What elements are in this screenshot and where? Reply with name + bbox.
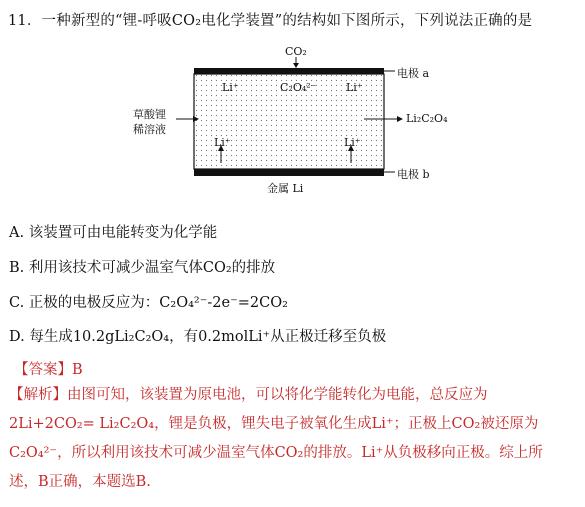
- li-ion-bottom-left: Li⁺: [214, 136, 231, 149]
- li-ion-bottom-right: Li⁺: [344, 136, 361, 149]
- li-ion-top-left: Li⁺: [222, 81, 239, 94]
- answer-label: 【答案】B: [14, 362, 83, 378]
- option-a: A. 该装置可由电能转变为化学能: [9, 225, 218, 241]
- solution-label-line1: 草酸锂: [133, 108, 166, 121]
- explanation-line-4: 述，B正确，本题选B.: [9, 474, 151, 490]
- solution-label-line2: 稀溶液: [133, 123, 166, 136]
- explanation-line-1: 【解析】由图可知，该装置为原电池，可以将化学能转化为电能，总反应为: [9, 387, 488, 403]
- explanation-line-3: C₂O₄²⁻，所以利用该技术可减少温室气体CO₂的排放。Li⁺从负极移向正极。综上所: [9, 445, 543, 461]
- product-label: Li₂C₂O₄: [406, 112, 448, 125]
- co2-label: CO₂: [285, 45, 307, 58]
- option-c: C. 正极的电极反应为：C₂O₄²⁻-2e⁻=2CO₂: [9, 295, 288, 311]
- oxalate-ion-label: C₂O₄²⁻: [280, 81, 317, 94]
- electrode-a-plate: [194, 68, 384, 74]
- battery-diagram: [110, 44, 470, 194]
- li-ion-top-right: Li⁺: [346, 81, 363, 94]
- electrode-b-plate: [194, 169, 384, 176]
- electrode-a-label: 电极 a: [397, 67, 430, 80]
- question-stem: 11．一种新型的“锂-呼吸CO₂电化学装置”的结构如下图所示，下列说法正确的是: [8, 13, 533, 29]
- option-b: B. 利用该技术可减少温室气体CO₂的排放: [9, 260, 276, 276]
- electrode-b-label: 电极 b: [397, 168, 430, 181]
- explanation-line-2: 2Li+2CO₂= Li₂C₂O₄，锂是负极，锂失电子被氧化生成Li⁺；正极上CO₂被还原为: [9, 416, 539, 432]
- option-d: D. 每生成10.2gLi₂C₂O₄，有0.2molLi⁺从正极迁移至负极: [9, 329, 387, 345]
- metal-li-label: 金属 Li: [267, 182, 304, 195]
